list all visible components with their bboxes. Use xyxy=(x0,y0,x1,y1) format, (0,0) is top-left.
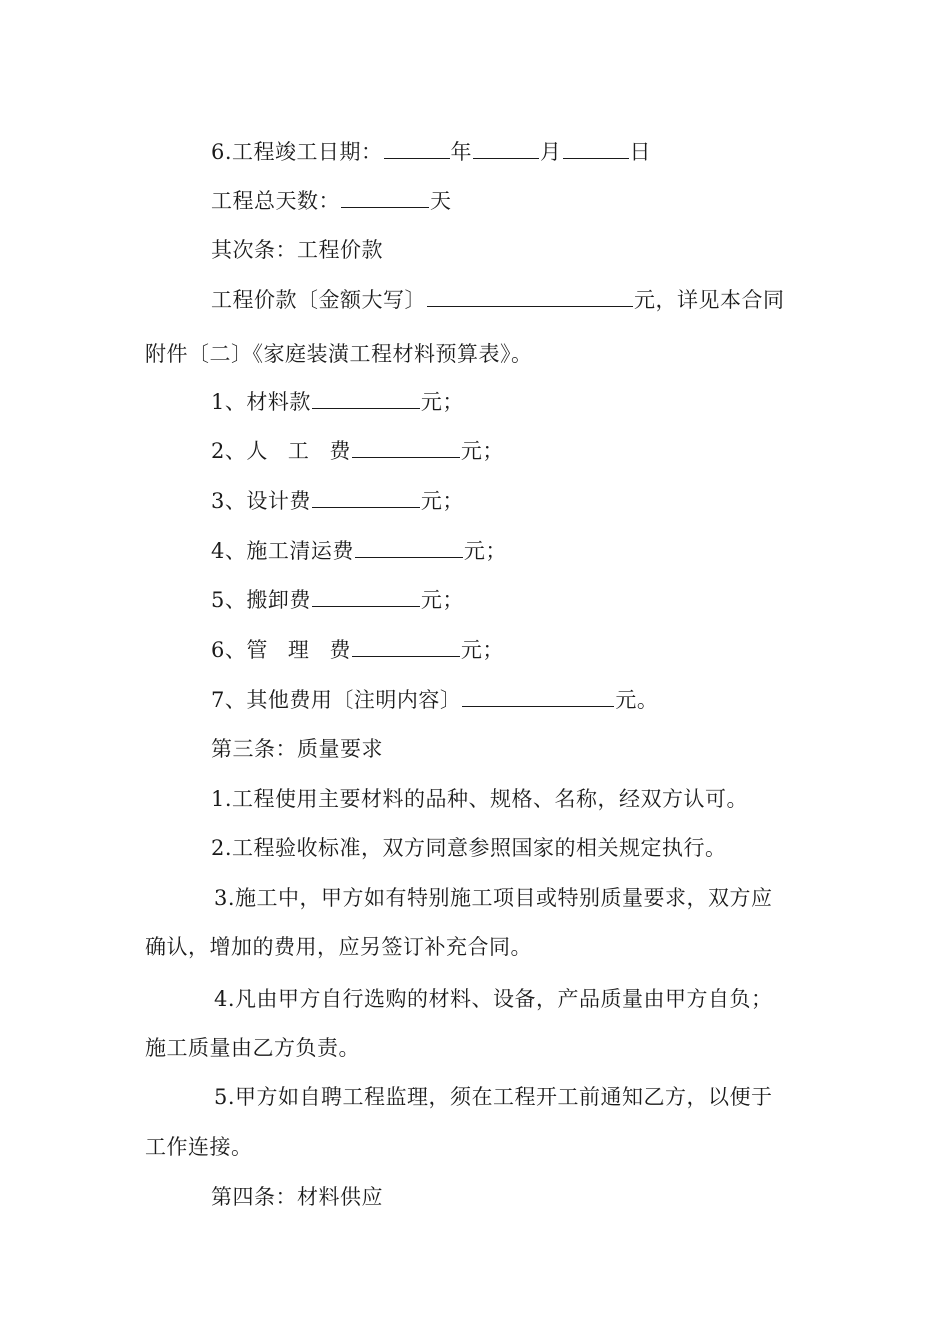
paragraph-line: 工作连接。 xyxy=(145,1135,253,1159)
paragraph-line: 5.甲方如自聘工程监理，须在工程开工前通知乙方，以便于 xyxy=(214,1085,773,1109)
fee-item: 7、其他费用〔注明内容〕 元。 xyxy=(211,688,659,712)
paragraph-line: 3.施工中，甲方如有特别施工项目或特别质量要求，双方应 xyxy=(214,886,773,910)
article-heading: 第四条：材料供应 xyxy=(211,1185,383,1209)
day-blank xyxy=(563,138,629,159)
article-heading: 其次条：工程价款 xyxy=(211,238,383,262)
paragraph-line: 1.工程使用主要材料的品种、规格、名称，经双方认可。 xyxy=(211,787,749,811)
year-blank xyxy=(384,138,450,159)
fee-item: 3、设计费 元； xyxy=(211,489,464,513)
fee-item: 2、人 工 费 元； xyxy=(211,439,504,463)
fee-item: 4、施工清运费 元； xyxy=(211,539,507,563)
days-blank xyxy=(341,187,429,208)
paragraph-line: 施工质量由乙方负责。 xyxy=(145,1036,360,1060)
project-price-line: 工程价款〔金额大写〕 元，详见本合同 xyxy=(211,288,785,312)
fee-item: 1、材料款 元； xyxy=(211,390,464,414)
total-days-line: 工程总天数： 天 xyxy=(211,189,452,213)
paragraph-line: 2.工程验收标准，双方同意参照国家的相关规定执行。 xyxy=(211,836,727,860)
fee-item: 6、管 理 费 元； xyxy=(211,638,504,662)
paragraph-line: 4.凡由甲方自行选购的材料、设备，产品质量由甲方自负； xyxy=(214,987,773,1011)
attachment-line: 附件〔二〕《家庭装潢工程材料预算表》。 xyxy=(145,342,533,366)
paragraph-line: 确认，增加的费用，应另签订补充合同。 xyxy=(145,935,532,959)
month-blank xyxy=(473,138,539,159)
article-heading: 第三条：质量要求 xyxy=(211,737,383,761)
amount-blank xyxy=(427,286,633,307)
fee-item: 5、搬卸费 元； xyxy=(211,588,464,612)
completion-date-line: 6.工程竣工日期： 年 月 日 xyxy=(211,140,652,164)
